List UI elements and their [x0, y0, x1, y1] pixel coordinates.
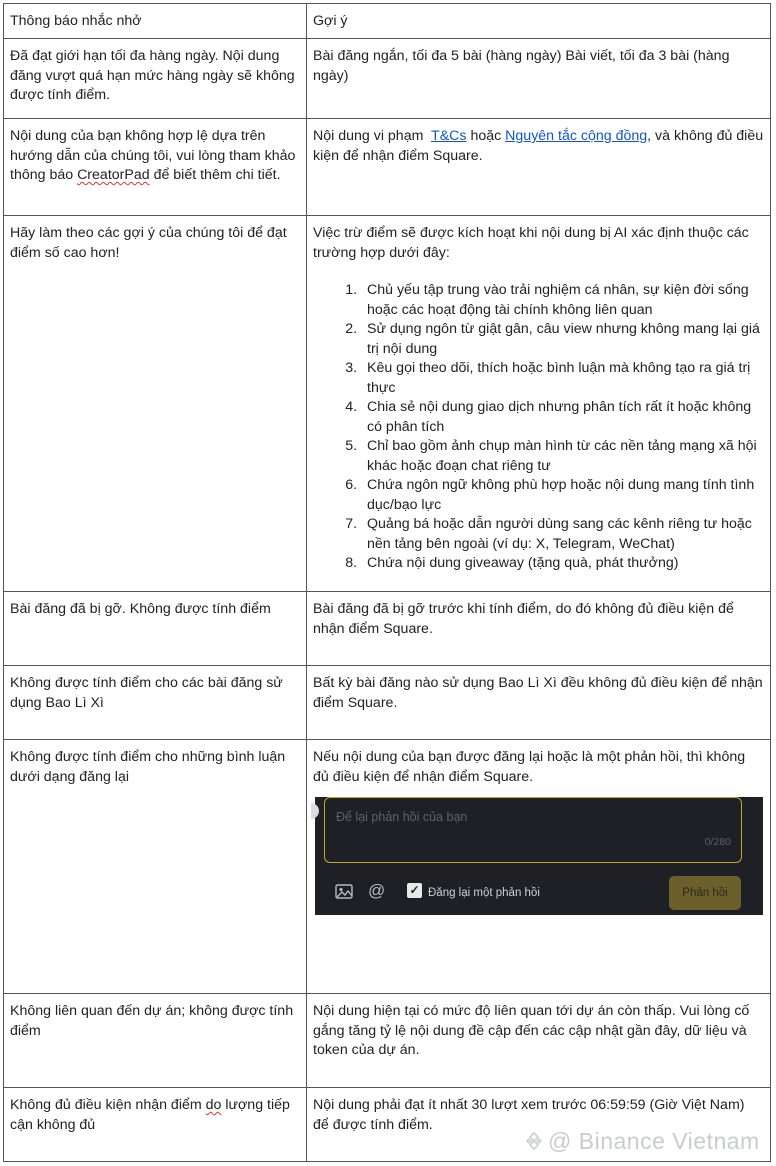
list-item: 1. Chủ yếu tập trung vào trải nghiệm cá nhân, sự kiện đời sống hoặc các hoạt động tài chính không liên quan: [361, 281, 764, 320]
list-item: 5. Chỉ bao gồm ảnh chụp màn hình từ các nền tảng mạng xã hội khác hoặc đoạn chat riêng tư: [361, 437, 764, 476]
suggestion-text: hoặc: [466, 128, 506, 144]
notice-cell: [4, 119, 307, 216]
header-suggestion: Gợi ý: [307, 4, 771, 39]
suggestion-cell: Nội dung phải đạt ít nhất 30 lượt xem trước 06:59:59 (Giờ Việt Nam) để được tính điểm.: [307, 1088, 771, 1162]
list-item: 8. Chứa nội dung giveaway (tặng quà, phát thưởng): [361, 554, 764, 574]
suggestion-text: , và không đủ điều kiện để nhận điểm Square.: [313, 128, 764, 164]
reply-button[interactable]: Phản hồi: [669, 876, 741, 910]
creatorpad-term: CreatorPad: [77, 167, 150, 183]
table-row: [4, 39, 771, 119]
suggestion-cell: [307, 119, 771, 216]
table-row: [4, 740, 771, 994]
notice-cell: Không liên quan đến dự án; không được tính điểm: [4, 994, 307, 1088]
notice-text: lượng tiếp cận không đủ: [10, 1097, 290, 1133]
notice-cell: Không được tính điểm cho các bài đăng sử dụng Bao Lì Xì: [4, 666, 307, 740]
binance-logo-icon: [524, 1131, 544, 1151]
table-row: [4, 994, 771, 1088]
watermark-text: @ Binance Vietnam: [548, 1128, 760, 1154]
list-item: 2. Sử dụng ngôn từ giật gân, câu view nhưng không mang lại giá trị nội dung: [361, 320, 764, 359]
list-item: 3. Kêu gọi theo dõi, thích hoặc bình luận mà không tạo ra giá trị thực: [361, 359, 764, 398]
list-item: 6. Chứa ngôn ngữ không phù hợp hoặc nội dung mang tính tình dục/bạo lực: [361, 476, 764, 515]
notice-text: Nội dung của bạn không hợp lệ dựa trên hướng dẫn của chúng tôi, vui lòng tham khảo thông báo: [10, 128, 296, 183]
table-row: [4, 666, 771, 740]
reply-box-screenshot: [315, 797, 763, 915]
table-header-row: [4, 4, 771, 39]
list-item: 4. Chia sẻ nội dung giao dịch nhưng phân tích rất ít hoặc không có phân tích: [361, 398, 764, 437]
suggestion-cell: [307, 740, 771, 994]
suggestion-text: Nếu nội dung của bạn được đăng lại hoặc là một phản hồi, thì không đủ điều kiện để nhận điểm Square.: [313, 749, 746, 785]
repost-checkbox-label: Đăng lại một phản hồi: [428, 887, 540, 899]
edge-nub: [311, 803, 319, 819]
deduction-list: [313, 281, 764, 574]
notice-cell: Không được tính điểm cho những bình luận dưới dạng đăng lại: [4, 740, 307, 994]
terms-link[interactable]: T&Cs: [431, 128, 467, 144]
image-icon[interactable]: [335, 884, 353, 899]
rules-table: [3, 3, 771, 1162]
suggestion-cell: Nội dung hiện tại có mức độ liên quan tới dự án còn thấp. Vui lòng cố gắng tăng tỷ lệ nội dung đề cập đến các cập nhật gần đây, dữ liệu và token của dự án.: [307, 994, 771, 1088]
table-row: [4, 216, 771, 592]
suggestion-intro: Việc trừ điểm sẽ được kích hoạt khi nội dung bị AI xác định thuộc các trường hợp dưới đây:: [313, 225, 749, 261]
watermark: [524, 1128, 760, 1155]
table-row: [4, 119, 771, 216]
notice-cell: Hãy làm theo các gợi ý của chúng tôi để đạt điểm số cao hơn!: [4, 216, 307, 592]
char-counter: 0/280: [704, 835, 731, 848]
notice-cell: [4, 1088, 307, 1162]
reply-input[interactable]: [324, 797, 742, 863]
list-item: 7. Quảng bá hoặc dẫn người dùng sang các kênh riêng tư hoặc nền tảng bên ngoài (ví dụ: X, Telegram, WeChat): [361, 515, 764, 554]
notice-text: để biết thêm chi tiết.: [149, 167, 281, 183]
table-row: [4, 592, 771, 666]
notice-cell: Bài đăng đã bị gỡ. Không được tính điểm: [4, 592, 307, 666]
notice-text: Không đủ điều kiện nhận điểm: [10, 1097, 206, 1113]
suggestion-cell: Bất kỳ bài đăng nào sử dụng Bao Lì Xì đều không đủ điều kiện để nhận điểm Square.: [307, 666, 771, 740]
suggestion-cell: Bài đăng ngắn, tối đa 5 bài (hàng ngày) Bài viết, tối đa 3 bài (hàng ngày): [307, 39, 771, 119]
reply-placeholder: Để lại phản hồi của bạn: [336, 810, 468, 824]
repost-checkbox[interactable]: ✓: [407, 883, 422, 898]
do-term: do: [205, 1097, 222, 1113]
suggestion-cell: [307, 216, 771, 592]
notice-cell: Đã đạt giới hạn tối đa hàng ngày. Nội dung đăng vượt quá hạn mức hàng ngày sẽ không được tính điểm.: [4, 39, 307, 119]
community-guidelines-link[interactable]: Nguyên tắc cộng đồng: [505, 128, 648, 144]
mention-icon[interactable]: @: [368, 881, 386, 900]
header-notice: Thông báo nhắc nhở: [4, 4, 307, 39]
suggestion-text: Nội dung vi phạm: [313, 128, 432, 144]
suggestion-cell: Bài đăng đã bị gỡ trước khi tính điểm, do đó không đủ điều kiện để nhận điểm Square.: [307, 592, 771, 666]
